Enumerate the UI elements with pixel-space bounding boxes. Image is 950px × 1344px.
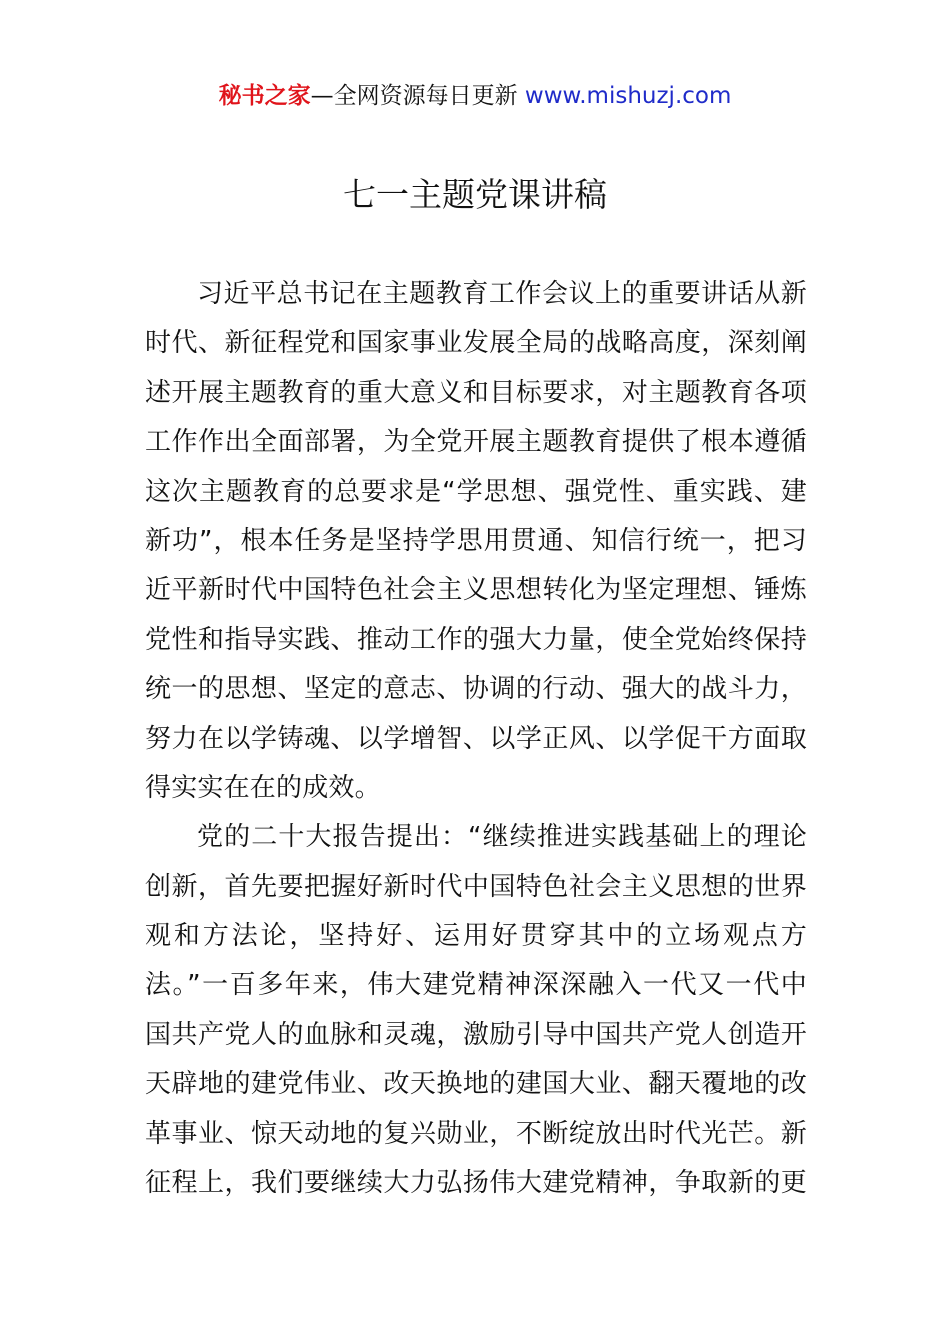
paragraph-line: 创新，首先要把握好新时代中国特色社会主义思想的世界 — [145, 871, 807, 902]
paragraph-line: 法。”一百多年来，伟大建党精神深深融入一代又一代中 — [145, 970, 807, 1001]
paragraph-line: 这次主题教育的总要求是“学思想、强党性、重实践、建 — [145, 476, 807, 507]
site-header — [0, 80, 950, 112]
paragraph — [145, 270, 807, 813]
paragraph-line: 国共产党人的血脉和灵魂，激励引导中国共产党人创造开 — [145, 1019, 807, 1050]
paragraph — [145, 813, 807, 1208]
paragraph-line: 得实实在在的成效。 — [145, 772, 381, 803]
paragraph-line: 时代、新征程党和国家事业发展全局的战略高度，深刻阐 — [145, 328, 807, 359]
paragraph-line: 近平新时代中国特色社会主义思想转化为坚定理想、锤炼 — [145, 575, 807, 606]
site-brand: 秘书之家 — [218, 83, 311, 109]
document-body — [145, 270, 807, 1208]
paragraph-line: 革事业、惊天动地的复兴勋业，不断绽放出时代光芒。新 — [145, 1118, 807, 1149]
paragraph-line: 党性和指导实践、推动工作的强大力量，使全党始终保持 — [145, 624, 807, 655]
site-url-link[interactable]: www.mishuzj.com — [524, 83, 732, 109]
paragraph-line: 天辟地的建党伟业、改天换地的建国大业、翻天覆地的改 — [145, 1069, 807, 1100]
paragraph-line: 统一的思想、坚定的意志、协调的行动、强大的战斗力， — [145, 674, 807, 705]
paragraph-line: 新功”，根本任务是坚持学思用贯通、知信行统一，把习 — [145, 525, 807, 556]
paragraph-line: 党的二十大报告提出：“继续推进实践基础上的理论 — [197, 822, 807, 853]
paragraph-line: 观和方法论，坚持好、运用好贯穿其中的立场观点方 — [145, 921, 807, 952]
site-tagline: —全网资源每日更新 — [310, 83, 525, 109]
paragraph-line: 习近平总书记在主题教育工作会议上的重要讲话从新 — [197, 279, 807, 309]
paragraph-line: 述开展主题教育的重大意义和目标要求，对主题教育各项 — [145, 377, 807, 408]
paragraph-line: 工作作出全面部署，为全党开展主题教育提供了根本遵循 — [145, 427, 807, 458]
paragraph-line: 努力在以学铸魂、以学增智、以学正风、以学促干方面取 — [145, 723, 807, 754]
paragraph-line: 征程上，我们要继续大力弘扬伟大建党精神，争取新的更 — [145, 1168, 807, 1199]
document-title: 七一主题党课讲稿 — [343, 175, 607, 214]
